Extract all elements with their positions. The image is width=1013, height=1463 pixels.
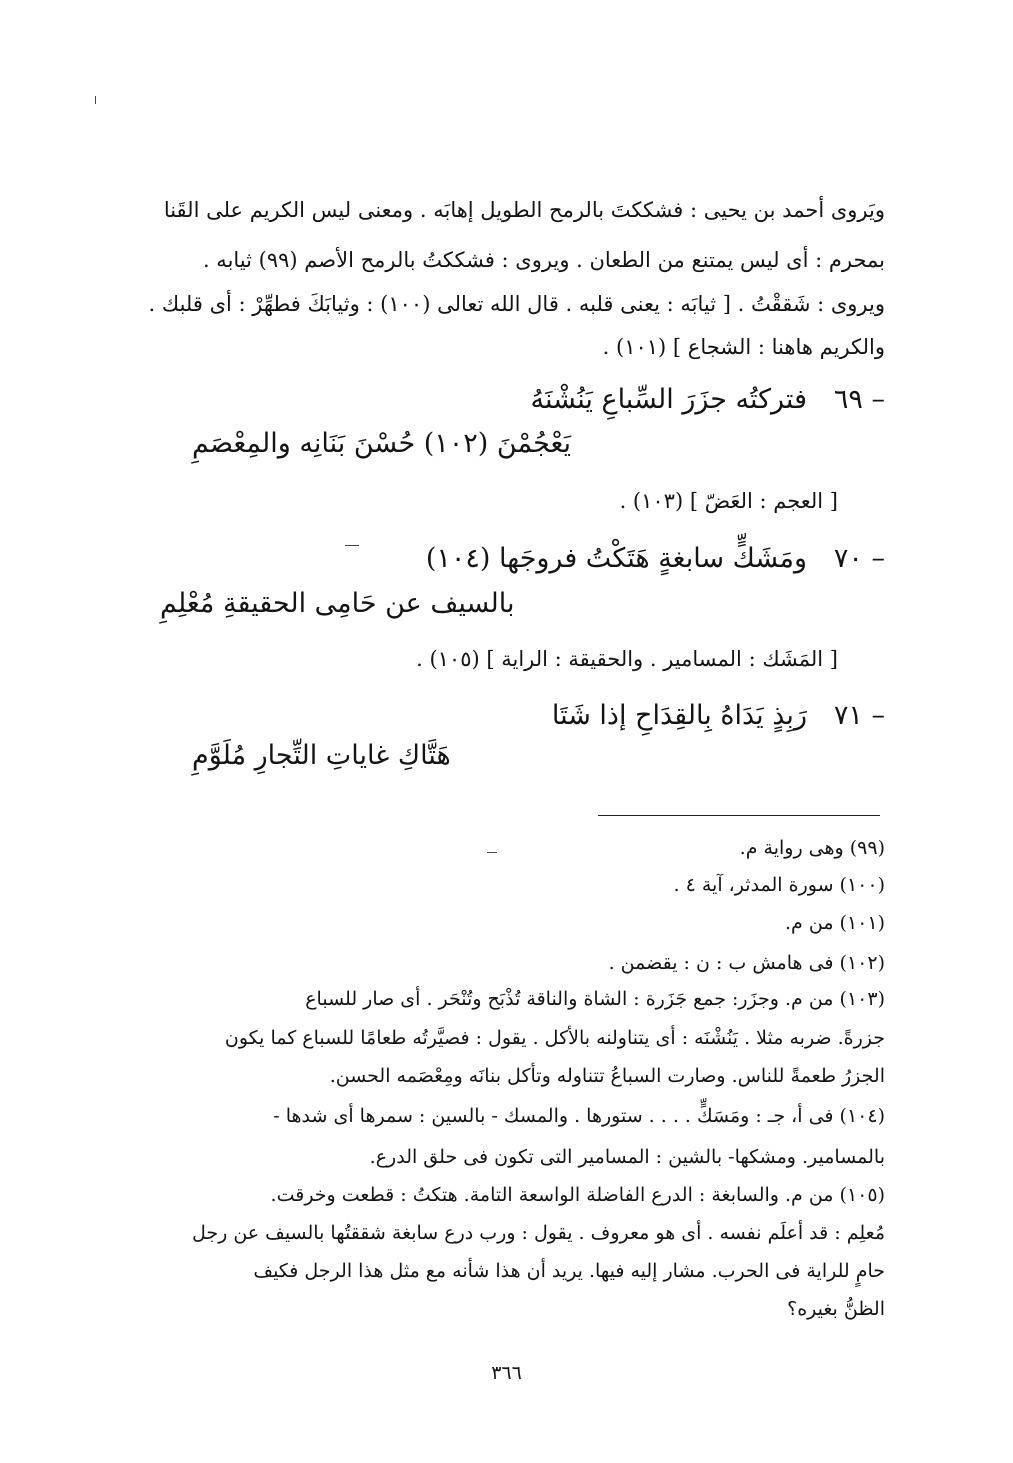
verse-number: ٧٠ –	[833, 543, 885, 574]
footnote-line: (١٠٥) من م. والسابغة : الدرع الفاضلة الواسعة التامة. هتكتُ : قطعت وخرقت.	[270, 1184, 885, 1206]
verse-second-hemistich: بالسيف عن حَامِى الحقيقةِ مُعْلِمِ	[160, 588, 515, 619]
footnote-line: (١٠٠) سورة المدثر، آية ٤ .	[673, 874, 885, 896]
verse-first-hemistich: ومَشَكٍّ سابغةٍ هَتَكْتُ فروجَها (١٠٤)	[425, 543, 807, 574]
footnote-line: (٩٩) وهى رواية م.	[739, 837, 885, 859]
footnote-separator	[598, 815, 880, 816]
commentary-line: والكريم هاهنا : الشجاع ] (١٠١) .	[602, 335, 885, 359]
verse-first-hemistich: فتركتُه جزَرَ السِّباعِ يَنُشْنَهُ	[530, 384, 807, 415]
verse-gloss: [ المَشَك : المسامير . والحقيقة : الراية ] (١٠٥) .	[416, 647, 838, 671]
footnote-line: الجزرُ طعمةً للناس. وصارت السباعُ تتناوله وتأكل بنانَه ومِعْصَمه الحسن.	[329, 1065, 885, 1087]
verse-second-hemistich: هَتَّاكِ غاياتِ التِّجارِ مُلَوَّمِ	[192, 740, 451, 771]
verse-number: ٧١ –	[833, 700, 885, 731]
scan-speck	[95, 96, 96, 104]
footnote-line: حامٍ للراية فى الحرب. مشار إليه فيها. يريد أن هذا شأنه مع مثل هذا الرجل فكيف	[253, 1260, 885, 1282]
verse-gloss: [ العجم : العَضّ ] (١٠٣) .	[619, 489, 838, 513]
footnote-line: الظنُّ بغيره؟	[787, 1298, 885, 1320]
footnote-line: جزرةً. ضربه مثلا . يَنُشْنَه : أى يتناولنه بالأكل . يقول : فصيَّرتُه طعامًا للسباع كما يكون	[224, 1027, 885, 1049]
verse-number: ٦٩ –	[833, 384, 885, 415]
page-number: ٣٦٦	[491, 1362, 522, 1384]
footnote-line: بالمسامير. ومشكها- بالشين : المسامير التى تكون فى حلق الدرع.	[369, 1146, 885, 1168]
footnote-line: (١٠١) من م.	[785, 912, 885, 934]
scan-speck	[345, 545, 359, 546]
verse-second-hemistich: يَعْجُمْنَ (١٠٢) حُسْنَ بَنَانِه والمِعْصَمِ	[192, 428, 572, 459]
footnote-line: (١٠٢) فى هامش ب : ن : يقضمن .	[608, 952, 885, 974]
footnote-line: (١٠٣) من م. وجزَر: جمع جَزَرة : الشاة والناقة تُذْبَح وتُنْحَر . أى صار للسباع	[305, 988, 885, 1010]
verse-first-hemistich: رَبِذٍ يَدَاهُ بِالقِدَاحِ إذا شَتَا	[551, 700, 807, 731]
scan-speck	[487, 852, 497, 853]
commentary-line: ويَروى أحمد بن يحيى : فشككتَ بالرمح الطويل إهابَه . ومعنى ليس الكريم على القَنا	[163, 198, 885, 222]
footnote-line: (١٠٤) فى أ، جـ : ومَسَكٍّ . . . . ستورها . والمسك - بالسين : سمرها أى شدها -	[273, 1105, 885, 1127]
commentary-line: بمحرم : أى ليس يمتنع من الطعان . ويروى : فشككتُ بالرمح الأصم (٩٩) ثيابه .	[202, 248, 885, 272]
commentary-line: ويروى : شَققْتُ . [ ثيابَه : يعنى قلبه . قال الله تعالى (١٠٠) : وثيابَكَ فطهِّرْ : أى قلبك .	[148, 292, 885, 316]
footnote-line: مُعلِم : قد أعلَم نفسه . أى هو معروف . يقول : ورب درع سابغة شققتُها بالسيف عن رجل	[191, 1222, 885, 1244]
